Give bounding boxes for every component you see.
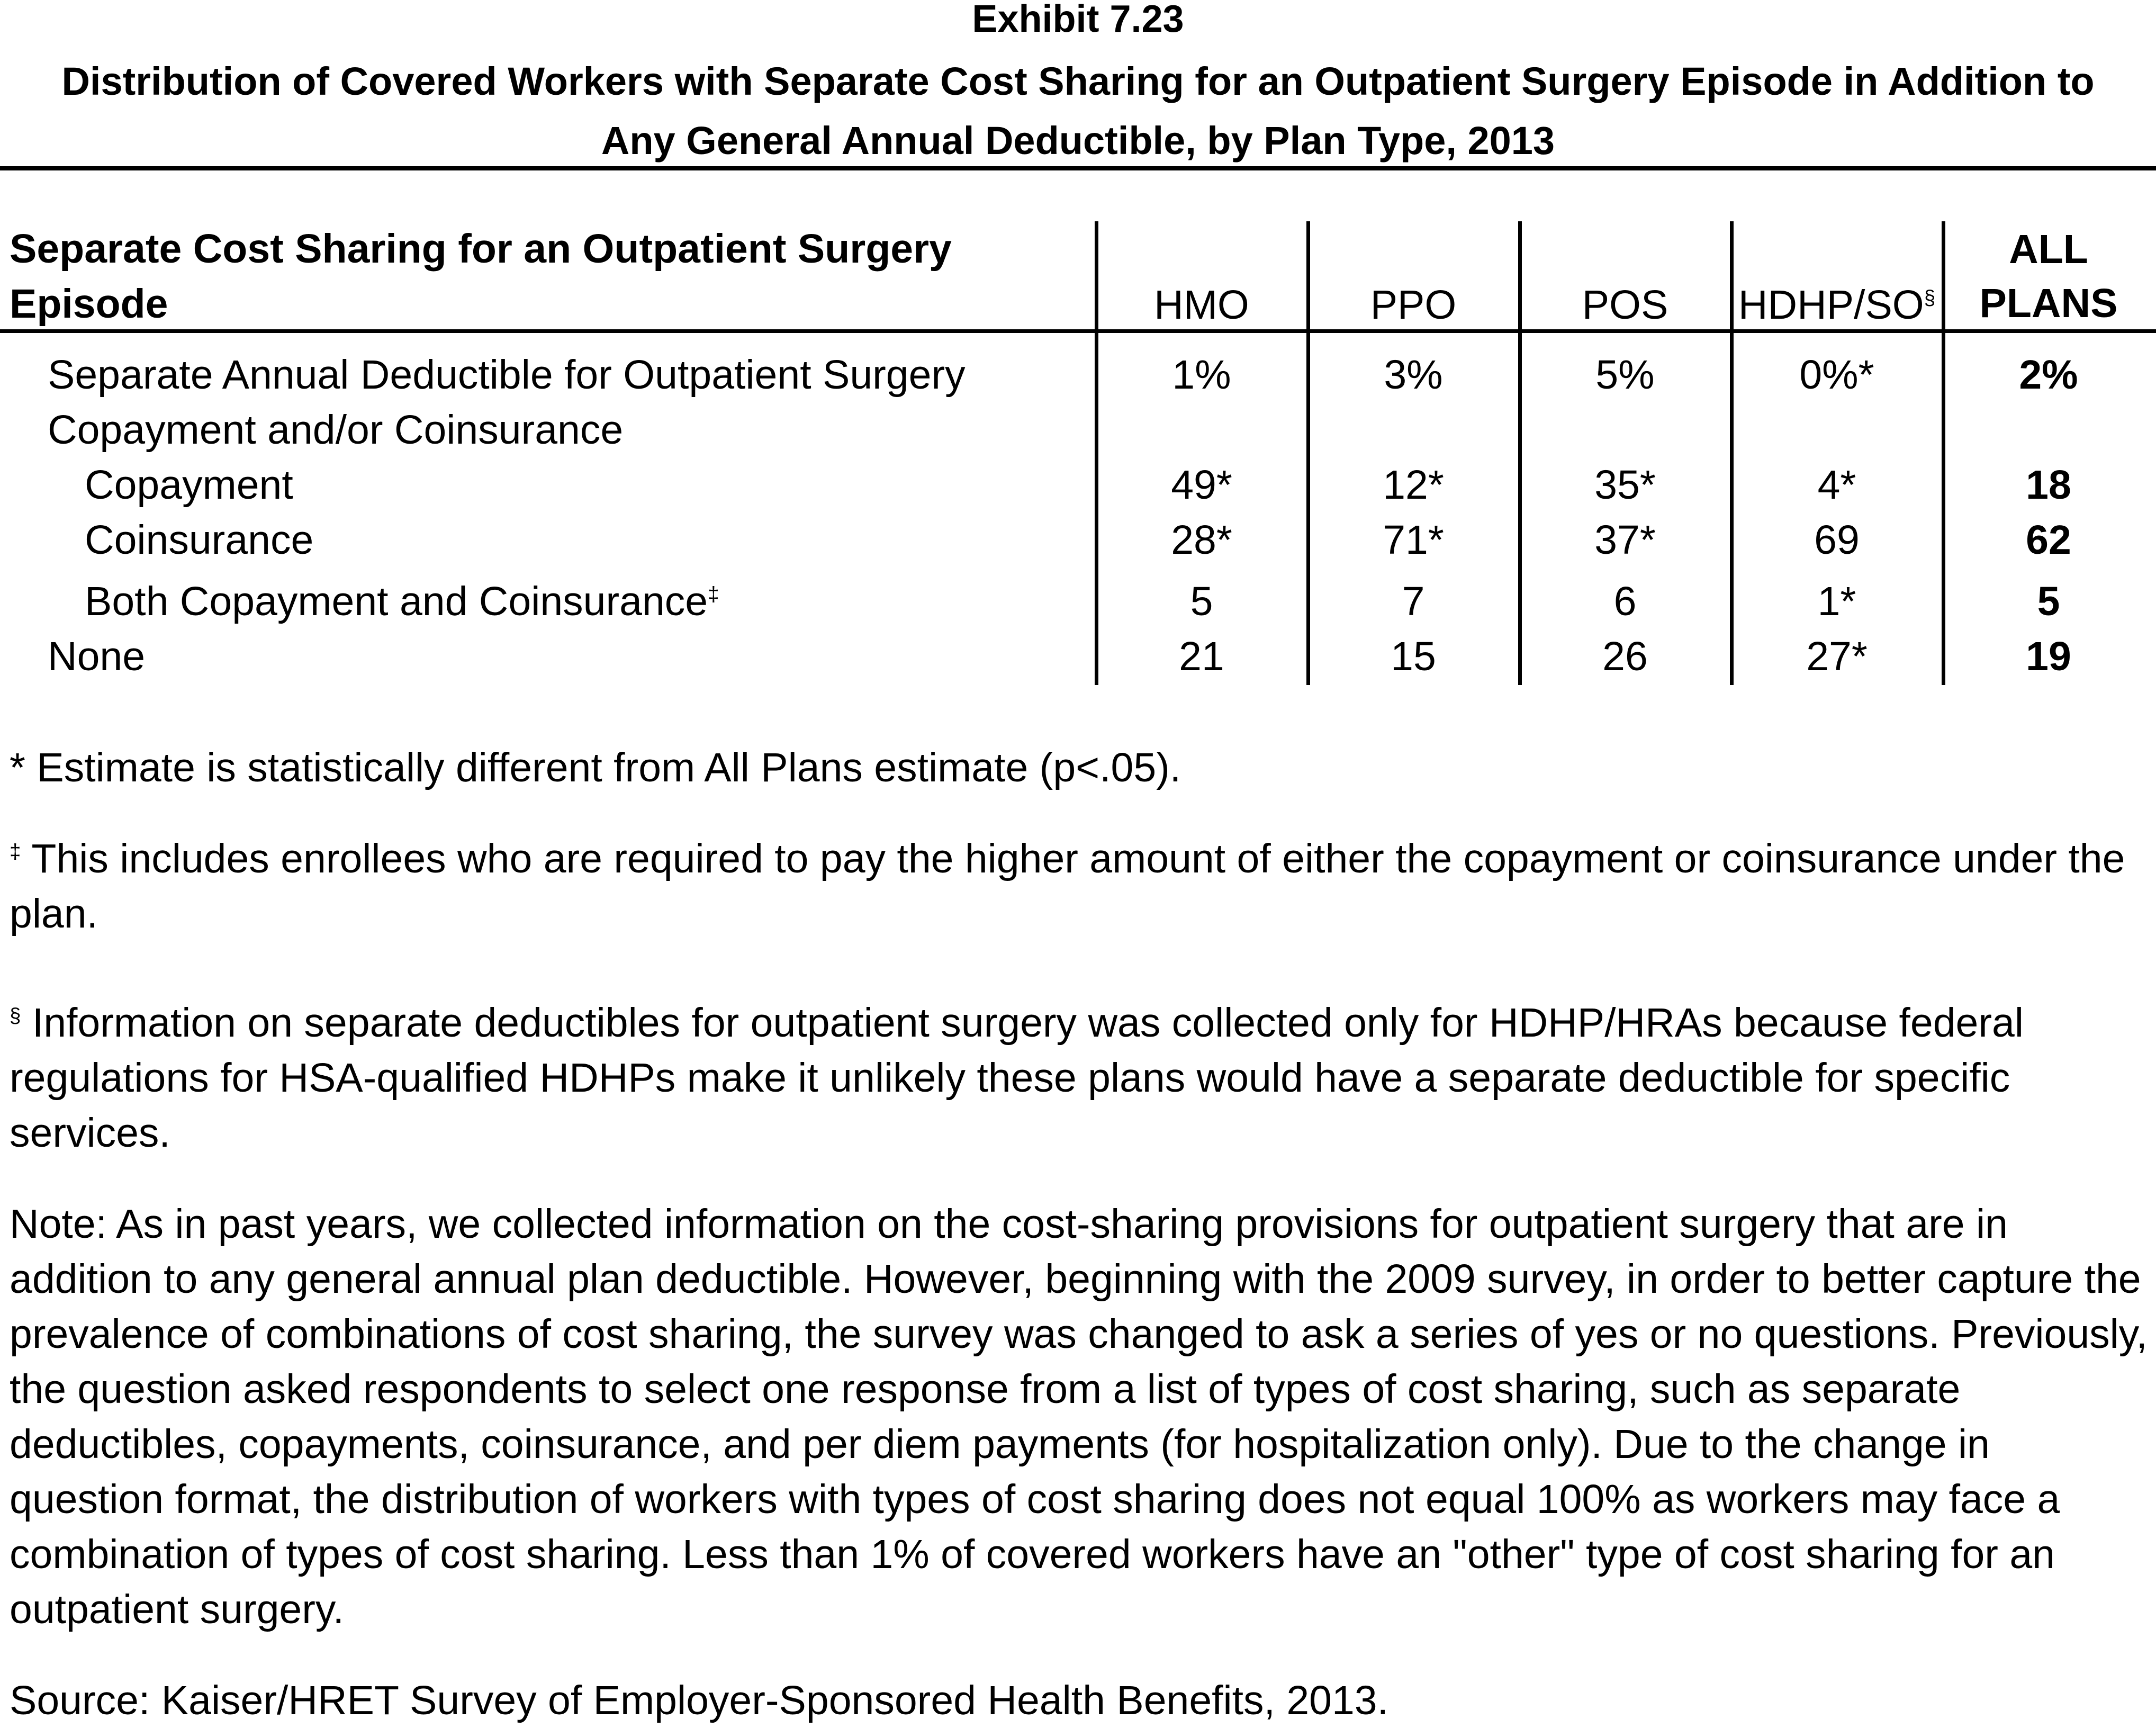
cell-hdhp: 27* [1806,634,1868,679]
row-label: Separate Annual Deductible for Outpatient Surgery [48,352,966,398]
cell-hmo: 49* [1171,462,1232,508]
col-header-pos: POS [1582,282,1668,328]
section-mark: § [10,1004,21,1028]
cell-all-plans: 5 [2037,579,2060,624]
double-dagger-mark: ‡ [708,583,719,606]
col-header-hmo: HMO [1154,282,1249,328]
cell-hdhp: 69 [1814,517,1860,563]
cell-ppo: 15 [1391,634,1436,679]
exhibit-label: Exhibit 7.23 [972,0,1184,40]
source-line: Source: Kaiser/HRET Survey of Employer-Sponsored Health Benefits, 2013. [10,1678,1389,1723]
table-row [0,347,2156,402]
stub-header [10,221,952,331]
double-dagger-mark: ‡ [10,840,21,863]
cell-hmo: 28* [1171,517,1232,563]
footnote-asterisk: * Estimate is statistically different from All Plans estimate (p<.05). [10,745,1181,790]
cell-pos: 37* [1594,517,1656,563]
cell-hmo: 21 [1179,634,1224,679]
cell-all-plans: 18 [2026,462,2071,508]
cell-pos: 26 [1602,634,1648,679]
header-rule [0,329,2156,333]
col-header-all-plans [1959,222,2139,330]
row-label: Copayment [85,462,293,508]
cell-hdhp: 0%* [1799,352,1874,398]
row-label: None [48,634,146,679]
table-row [0,512,2156,568]
row-label: Copayment and/or Coinsurance [48,407,624,453]
note-paragraph: Note: As in past years, we collected information on the cost-sharing provisions for outpatient surgery that are in addition to any general annual plan deductible. However, beginning with the 2009 survey, in order to better capture the prevalence of combinations of cost sharing, the survey was changed to ask a series of yes or no questions. Previously, the question asked respondents to select one response from a list of types of cost sharing, such as separate deductibles, copayments, coinsurance, and per diem payments (for hospitalization only). Due to the change in question format, the distribution of workers with types of cost sharing does not equal 100% as workers may face a combination of types of cost sharing. Less than 1% of covered workers have an "other" type of cost sharing for an outpatient surgery. [10,1201,2148,1632]
cell-pos: 6 [1613,579,1637,624]
section-mark: § [1924,286,1936,310]
cell-hmo: 5 [1190,579,1213,624]
cell-pos: 35* [1594,462,1656,508]
cell-pos: 5% [1595,352,1655,398]
cell-all-plans: 62 [2026,517,2071,563]
col-header-ppo: PPO [1370,282,1457,328]
cell-all-plans: 19 [2026,634,2071,679]
col-header-hdhp-text: HDHP/SO [1738,282,1924,328]
cell-ppo: 3% [1384,352,1443,398]
cell-all-plans: 2% [2019,352,2078,398]
table-row [0,457,2156,512]
footnote-section [10,995,2148,1160]
col-header-hdhp [1736,277,1937,332]
footnote-double-dagger [10,831,2148,941]
cell-hmo: 1% [1172,352,1231,398]
stub-header-line2: Episode [10,281,168,327]
table-row [0,629,2156,684]
row-label [85,574,719,629]
footnote-double-dagger-text: This includes enrollees who are required to pay the higher amount of either the copayment or coinsurance under the plan. [10,836,2125,937]
col-header-all-line1: ALL [2009,227,2088,272]
cell-hdhp: 1* [1817,579,1856,624]
stub-header-line1: Separate Cost Sharing for an Outpatient Surgery [10,226,952,272]
row-label-text: Both Copayment and Coinsurance [85,579,708,624]
cell-ppo: 12* [1383,462,1444,508]
exhibit-title: Distribution of Covered Workers with Separate Cost Sharing for an Outpatient Surgery Episode in Addition to Any General Annual Deductible, by Plan Type, 2013 [61,59,2095,163]
table-row [0,574,2156,629]
table-row [0,402,2156,457]
cell-ppo: 7 [1402,579,1425,624]
cell-ppo: 71* [1383,517,1444,563]
row-label: Coinsurance [85,517,314,563]
top-rule [0,166,2156,170]
footnote-section-text: Information on separate deductibles for outpatient surgery was collected only for HDHP/HRAs because federal regulations for HSA-qualified HDHPs make it unlikely these plans would have a separate deductible for specific services. [10,1000,2024,1156]
cell-hdhp: 4* [1817,462,1856,508]
col-header-all-line2: PLANS [1979,281,2118,326]
